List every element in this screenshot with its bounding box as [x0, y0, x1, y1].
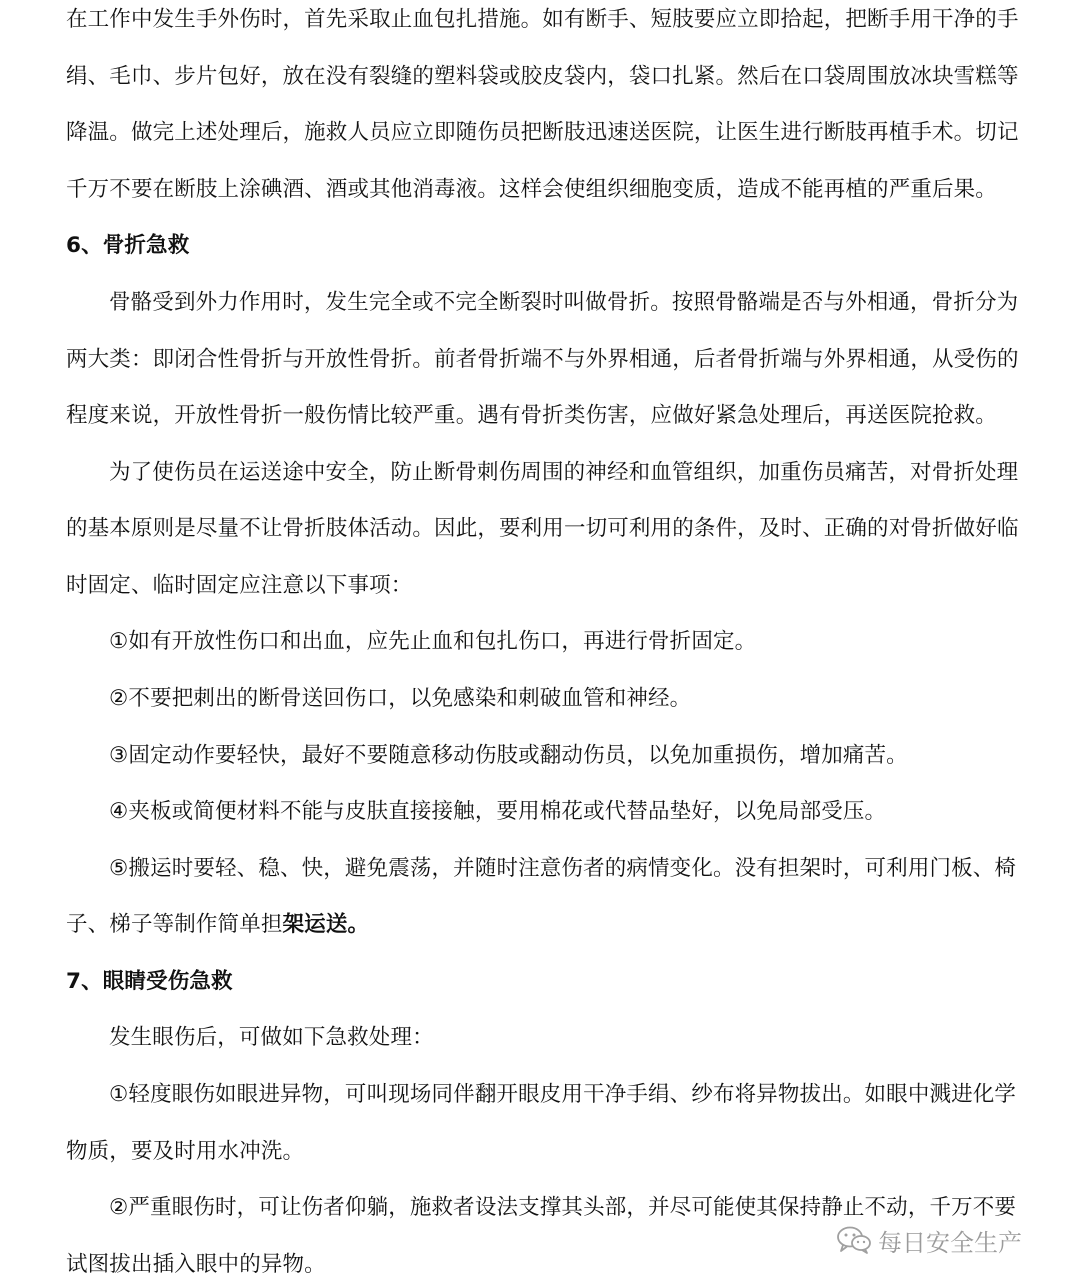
- list-item: ②不要把刺出的断骨送回伤口，以免感染和刺破血管和神经。: [109, 686, 692, 711]
- list-item-continuation: 试图拔出插入眼中的异物。: [66, 1252, 326, 1277]
- paragraph-line: 为了使伤员在运送途中安全，防止断骨刺伤周围的神经和血管组织，加重伤员痛苦，对骨折处理: [109, 460, 1019, 485]
- list-item-bold-text: 架运送。: [282, 912, 370, 937]
- list-item: ③固定动作要轻快，最好不要随意移动伤肢或翻动伤员，以免加重损伤，增加痛苦。: [109, 743, 908, 768]
- section-heading-eye-injury: 7、眼睛受伤急救: [66, 969, 233, 994]
- paragraph-line: 程度来说，开放性骨折一般伤情比较严重。遇有骨折类伤害，应做好紧急处理后，再送医院抢救。: [66, 403, 997, 428]
- list-item-continuation: 物质，要及时用水冲洗。: [66, 1139, 305, 1164]
- list-item-text: 子、梯子等制作简单担: [66, 912, 283, 937]
- paragraph-line: 千万不要在断肢上涂碘酒、酒或其他消毒液。这样会使组织细胞变质，造成不能再植的严重后果。: [66, 177, 997, 202]
- list-item: ④夹板或简便材料不能与皮肤直接接触，要用棉花或代替品垫好，以免局部受压。: [109, 799, 887, 824]
- list-item-continuation: [66, 911, 369, 939]
- paragraph-line: 发生眼伤后，可做如下急救处理：: [109, 1025, 434, 1050]
- paragraph-line: 降温。做完上述处理后，施救人员应立即随伤员把断肢迅速送医院，让医生进行断肢再植手术。切记: [66, 120, 1019, 145]
- list-item: ①如有开放性伤口和出血，应先止血和包扎伤口，再进行骨折固定。: [109, 629, 757, 654]
- paragraph-line: 时固定、临时固定应注意以下事项：: [66, 573, 413, 598]
- paragraph-line: 在工作中发生手外伤时，首先采取止血包扎措施。如有断手、短肢要应立即拾起，把断手用干净的手: [66, 7, 1019, 32]
- list-item: ②严重眼伤时，可让伤者仰躺，施救者设法支撑其头部，并尽可能使其保持静止不动，千万不要: [109, 1195, 1017, 1220]
- list-item: ⑤搬运时要轻、稳、快，避免震荡，并随时注意伤者的病情变化。没有担架时，可利用门板、椅: [109, 856, 1017, 881]
- paragraph-line: 两大类：即闭合性骨折与开放性骨折。前者骨折端不与外界相通，后者骨折端与外界相通，从受伤的: [66, 347, 1019, 372]
- paragraph-line: 的基本原则是尽量不让骨折肢体活动。因此，要利用一切可利用的条件，及时、正确的对骨折做好临: [66, 516, 1019, 541]
- list-item: ①轻度眼伤如眼进异物，可叫现场同伴翻开眼皮用干净手绢、纱布将异物拔出。如眼中溅进化学: [109, 1082, 1017, 1107]
- watermark: [836, 1222, 1022, 1258]
- paragraph-line: 绢、毛巾、步片包好，放在没有裂缝的塑料袋或胶皮袋内，袋口扎紧。然后在口袋周围放冰块雪糕等: [66, 64, 1019, 89]
- section-heading-fracture: 6、骨折急救: [66, 233, 190, 258]
- wechat-icon: [836, 1225, 872, 1255]
- watermark-text: 每日安全生产: [878, 1228, 1022, 1257]
- paragraph-line: 骨骼受到外力作用时，发生完全或不完全断裂时叫做骨折。按照骨骼端是否与外相通，骨折分为: [109, 290, 1019, 315]
